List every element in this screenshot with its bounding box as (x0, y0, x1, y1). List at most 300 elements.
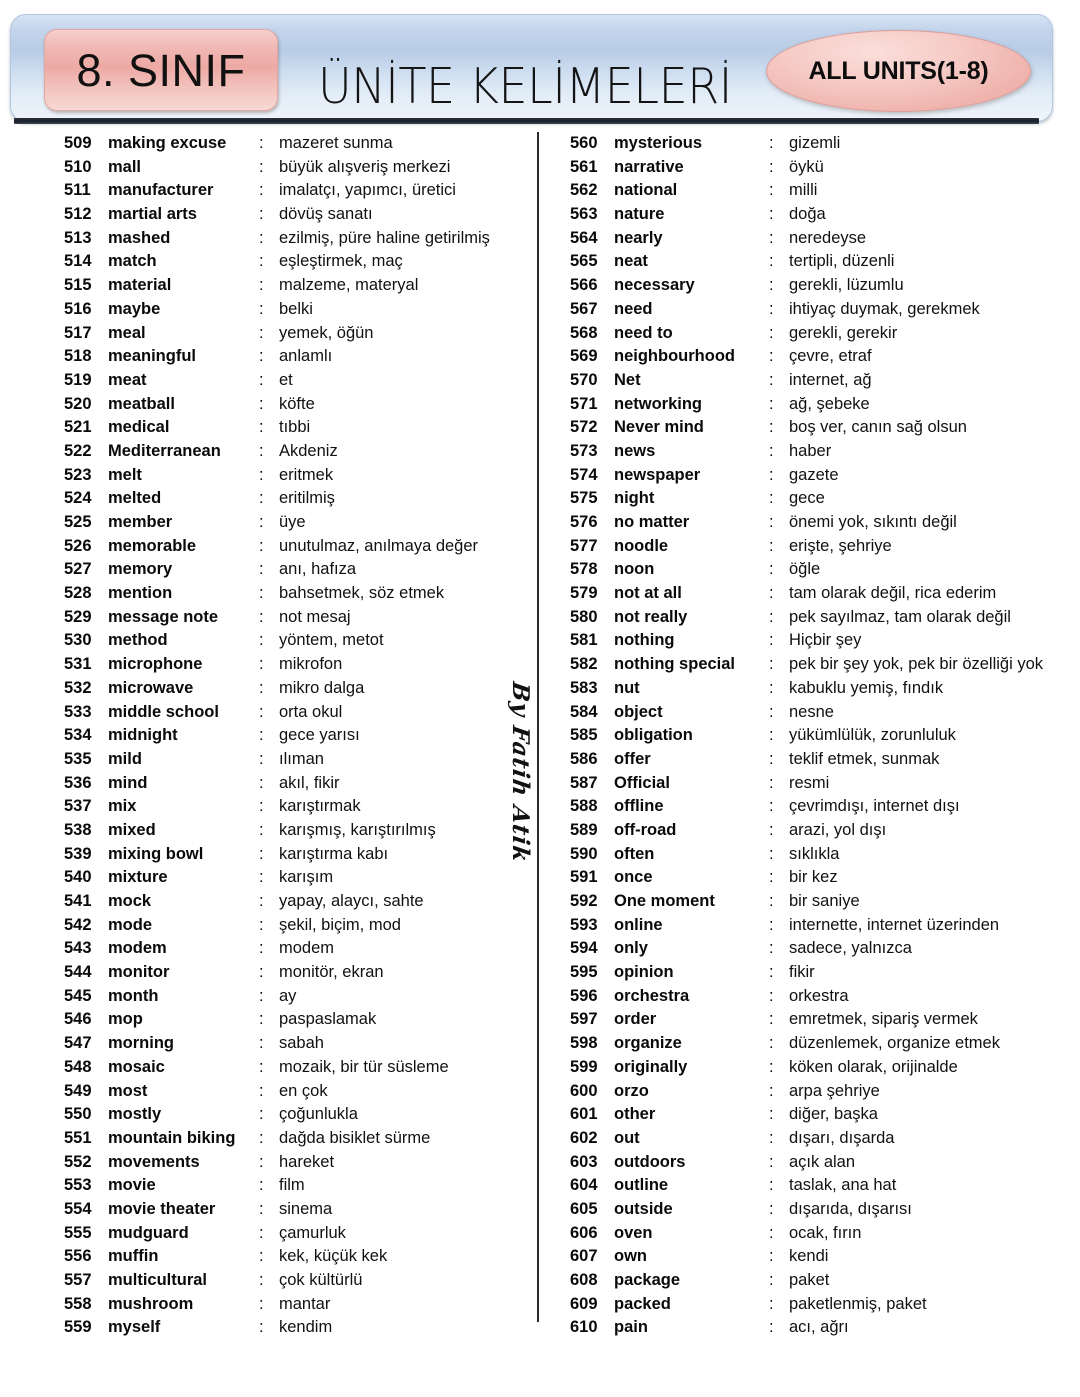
vocabulary-index: 606 (570, 1223, 598, 1242)
vocabulary-row (570, 1080, 1075, 1104)
vocabulary-separator: : (259, 276, 264, 295)
vocabulary-term: originally (614, 1057, 688, 1076)
vocabulary-row (64, 937, 534, 961)
vocabulary-row (570, 227, 1075, 251)
vocabulary-separator: : (769, 252, 774, 271)
vocabulary-meaning: ocak, fırın (789, 1223, 862, 1242)
vocabulary-term: monitor (108, 963, 170, 982)
vocabulary-row (570, 511, 1075, 535)
vocabulary-row (64, 724, 534, 748)
vocabulary-term: outside (614, 1199, 673, 1218)
vocabulary-separator: : (769, 1081, 774, 1100)
vocabulary-separator: : (259, 963, 264, 982)
vocabulary-row (570, 819, 1075, 843)
vocabulary-term: mall (108, 157, 142, 176)
vocabulary-separator: : (769, 465, 774, 484)
vocabulary-index: 564 (570, 228, 598, 247)
vocabulary-meaning: dövüş sanatı (279, 205, 373, 224)
vocabulary-row (570, 203, 1075, 227)
vocabulary-meaning: büyük alışveriş merkezi (279, 157, 451, 176)
vocabulary-index: 563 (570, 205, 598, 224)
vocabulary-term: Official (614, 773, 670, 792)
vocabulary-meaning: çevre, etraf (789, 347, 872, 366)
vocabulary-term: movie theater (108, 1199, 216, 1218)
vocabulary-separator: : (259, 1247, 264, 1266)
vocabulary-row (570, 322, 1075, 346)
vocabulary-term: nothing special (614, 655, 736, 674)
vocabulary-term: message note (108, 607, 219, 626)
vocabulary-separator: : (769, 1128, 774, 1147)
vocabulary-separator: : (259, 868, 264, 887)
vocabulary-row (570, 250, 1075, 274)
vocabulary-term: mind (108, 773, 148, 792)
vocabulary-term: night (614, 489, 655, 508)
vocabulary-row (570, 582, 1075, 606)
vocabulary-index: 593 (570, 915, 598, 934)
vocabulary-term: outdoors (614, 1152, 686, 1171)
vocabulary-separator: : (769, 1010, 774, 1029)
vocabulary-meaning: taslak, ana hat (789, 1176, 897, 1195)
vocabulary-term: nut (614, 678, 640, 697)
vocabulary-term: other (614, 1105, 656, 1124)
vocabulary-index: 578 (570, 560, 598, 579)
vocabulary-term: match (108, 252, 157, 271)
vocabulary-term: muffin (108, 1247, 159, 1266)
vocabulary-term: movie (108, 1176, 156, 1195)
vocabulary-column-left (64, 132, 534, 1340)
vocabulary-meaning: köfte (279, 394, 315, 413)
vocabulary-meaning: et (279, 370, 293, 389)
vocabulary-term: nature (614, 205, 665, 224)
vocabulary-term: mixing bowl (108, 844, 204, 863)
vocabulary-row (64, 701, 534, 725)
vocabulary-term: offer (614, 749, 651, 768)
vocabulary-index: 528 (64, 584, 92, 603)
vocabulary-meaning: çevrimdışı, internet dışı (789, 797, 960, 816)
vocabulary-term: martial arts (108, 205, 197, 224)
vocabulary-term: movements (108, 1152, 200, 1171)
vocabulary-separator: : (259, 513, 264, 531)
vocabulary-term: member (108, 513, 173, 531)
vocabulary-meaning: neredeyse (789, 228, 867, 247)
vocabulary-term: memory (108, 560, 173, 579)
vocabulary-term: manufacturer (108, 181, 214, 200)
vocabulary-meaning: erişte, şehriye (789, 536, 892, 555)
vocabulary-row (64, 606, 534, 630)
vocabulary-term: no matter (614, 513, 690, 531)
vocabulary-row (570, 416, 1075, 440)
vocabulary-index: 584 (570, 702, 598, 721)
vocabulary-index: 517 (64, 323, 92, 342)
vocabulary-index: 585 (570, 726, 598, 745)
vocabulary-term: packed (614, 1294, 671, 1313)
vocabulary-row (64, 748, 534, 772)
vocabulary-meaning: ay (279, 986, 297, 1005)
vocabulary-meaning: resmi (789, 773, 830, 792)
vocabulary-index: 580 (570, 607, 598, 626)
vocabulary-meaning: bir saniye (789, 892, 860, 910)
vocabulary-term: material (108, 276, 172, 295)
vocabulary-separator: : (769, 844, 774, 863)
vocabulary-separator: : (769, 441, 774, 460)
vocabulary-index: 562 (570, 181, 598, 200)
vocabulary-row (64, 393, 534, 417)
vocabulary-index: 565 (570, 252, 598, 271)
vocabulary-meaning: sıklıkla (789, 844, 840, 863)
vocabulary-row (570, 535, 1075, 559)
vocabulary-meaning: çok kültürlü (279, 1271, 363, 1289)
vocabulary-row (64, 1316, 534, 1340)
vocabulary-row (64, 1222, 534, 1246)
vocabulary-separator: : (259, 797, 264, 816)
vocabulary-meaning: internette, internet üzerinden (789, 915, 1000, 934)
vocabulary-row (64, 179, 534, 203)
vocabulary-index: 560 (570, 134, 598, 152)
vocabulary-term: mashed (108, 228, 171, 247)
vocabulary-separator: : (769, 963, 774, 982)
vocabulary-term: oven (614, 1223, 653, 1242)
units-badge-label: ALL UNITS(1-8) (808, 56, 989, 85)
vocabulary-row (64, 1174, 534, 1198)
vocabulary-meaning: çoğunlukla (279, 1105, 358, 1124)
vocabulary-term: mosaic (108, 1057, 165, 1076)
vocabulary-term: maybe (108, 299, 161, 318)
vocabulary-separator: : (769, 655, 774, 674)
vocabulary-index: 514 (64, 252, 92, 271)
vocabulary-meaning: Hiçbir şey (789, 631, 862, 650)
vocabulary-separator: : (259, 939, 264, 958)
vocabulary-row (570, 274, 1075, 298)
vocabulary-row (64, 1293, 534, 1317)
vocabulary-separator: : (259, 441, 264, 460)
vocabulary-row (570, 345, 1075, 369)
vocabulary-index: 595 (570, 963, 598, 982)
vocabulary-term: need (614, 299, 653, 318)
vocabulary-separator: : (769, 1271, 774, 1289)
vocabulary-term: noon (614, 560, 655, 579)
vocabulary-row (64, 535, 534, 559)
vocabulary-separator: : (259, 631, 264, 650)
vocabulary-meaning: yöntem, metot (279, 631, 384, 650)
vocabulary-term: not really (614, 607, 688, 626)
vocabulary-meaning: gizemli (789, 134, 841, 152)
vocabulary-separator: : (259, 205, 264, 224)
vocabulary-separator: : (769, 394, 774, 413)
vocabulary-index: 537 (64, 797, 92, 816)
vocabulary-row (570, 866, 1075, 890)
vocabulary-row (570, 748, 1075, 772)
vocabulary-separator: : (259, 560, 264, 579)
vocabulary-row (64, 416, 534, 440)
vocabulary-meaning: diğer, başka (789, 1105, 878, 1124)
vocabulary-meaning: kabuklu yemiş, fındık (789, 678, 944, 697)
vocabulary-meaning: fikir (789, 963, 815, 982)
vocabulary-row (64, 274, 534, 298)
vocabulary-row (64, 464, 534, 488)
vocabulary-meaning: arazi, yol dışı (789, 820, 887, 839)
vocabulary-index: 587 (570, 773, 598, 792)
vocabulary-meaning: paspaslamak (279, 1010, 377, 1029)
vocabulary-separator: : (769, 797, 774, 816)
vocabulary-index: 604 (570, 1176, 598, 1195)
grade-badge (44, 29, 278, 111)
vocabulary-meaning: düzenlemek, organize etmek (789, 1034, 1000, 1053)
vocabulary-row (570, 132, 1075, 156)
vocabulary-term: mudguard (108, 1223, 189, 1242)
vocabulary-index: 596 (570, 986, 598, 1005)
vocabulary-term: national (614, 181, 678, 200)
vocabulary-row (64, 440, 534, 464)
vocabulary-index: 522 (64, 441, 92, 460)
vocabulary-meaning: anlamlı (279, 347, 333, 366)
vocabulary-separator: : (769, 418, 774, 437)
vocabulary-term: orzo (614, 1081, 649, 1100)
vocabulary-separator: : (769, 323, 774, 342)
vocabulary-row (570, 1245, 1075, 1269)
vocabulary-separator: : (769, 205, 774, 224)
vocabulary-index: 601 (570, 1105, 598, 1124)
vocabulary-term: neat (614, 252, 648, 271)
vocabulary-index: 568 (570, 323, 598, 342)
vocabulary-separator: : (259, 1294, 264, 1313)
vocabulary-meaning: gerekli, lüzumlu (789, 276, 904, 295)
vocabulary-term: object (614, 702, 663, 721)
vocabulary-term: networking (614, 394, 703, 413)
vocabulary-row (570, 1293, 1075, 1317)
vocabulary-row (570, 1151, 1075, 1175)
vocabulary-term: news (614, 441, 656, 460)
vocabulary-meaning: en çok (279, 1081, 328, 1100)
vocabulary-meaning: yapay, alaycı, sahte (279, 892, 424, 910)
vocabulary-separator: : (769, 1247, 774, 1266)
vocabulary-index: 538 (64, 820, 92, 839)
vocabulary-separator: : (259, 607, 264, 626)
vocabulary-term: often (614, 844, 655, 863)
vocabulary-separator: : (259, 1010, 264, 1029)
vocabulary-meaning: teklif etmek, sunmak (789, 749, 940, 768)
vocabulary-separator: : (769, 513, 774, 531)
vocabulary-index: 540 (64, 868, 92, 887)
vocabulary-separator: : (769, 892, 774, 910)
vocabulary-meaning: bahsetmek, söz etmek (279, 584, 445, 603)
vocabulary-meaning: dışarıda, dışarısı (789, 1199, 912, 1218)
vocabulary-separator: : (769, 939, 774, 958)
vocabulary-row (64, 322, 534, 346)
vocabulary-separator: : (259, 1057, 264, 1076)
vocabulary-term: obligation (614, 726, 693, 745)
vocabulary-index: 554 (64, 1199, 92, 1218)
vocabulary-term: multicultural (108, 1271, 208, 1289)
vocabulary-index: 609 (570, 1294, 598, 1313)
vocabulary-index: 552 (64, 1152, 92, 1171)
vocabulary-separator: : (259, 370, 264, 389)
vocabulary-term: pain (614, 1318, 648, 1337)
vocabulary-separator: : (769, 607, 774, 626)
vocabulary-separator: : (769, 678, 774, 697)
vocabulary-term: microwave (108, 678, 194, 697)
vocabulary-term: offline (614, 797, 664, 816)
vocabulary-meaning: önemi yok, sıkıntı değil (789, 513, 957, 531)
vocabulary-separator: : (259, 678, 264, 697)
vocabulary-meaning: kendi (789, 1247, 829, 1266)
vocabulary-separator: : (259, 394, 264, 413)
vocabulary-meaning: Akdeniz (279, 441, 338, 460)
vocabulary-row (64, 132, 534, 156)
vocabulary-index: 534 (64, 726, 92, 745)
vocabulary-meaning: pek bir şey yok, pek bir özelliği yok (789, 655, 1044, 674)
vocabulary-row (570, 1103, 1075, 1127)
vocabulary-separator: : (769, 181, 774, 200)
vocabulary-row (64, 582, 534, 606)
vocabulary-term: melt (108, 465, 142, 484)
vocabulary-meaning: karışmış, karıştırılmış (279, 820, 436, 839)
vocabulary-index: 597 (570, 1010, 598, 1029)
vocabulary-index: 550 (64, 1105, 92, 1124)
vocabulary-row (64, 819, 534, 843)
vocabulary-meaning: yükümlülük, zorunluluk (789, 726, 956, 745)
vocabulary-index: 536 (64, 773, 92, 792)
vocabulary-index: 594 (570, 939, 598, 958)
vocabulary-meaning: mozaik, bir tür süsleme (279, 1057, 449, 1076)
vocabulary-row (64, 1008, 534, 1032)
vocabulary-row (64, 1245, 534, 1269)
vocabulary-separator: : (259, 1176, 264, 1195)
vocabulary-index: 588 (570, 797, 598, 816)
vocabulary-index: 607 (570, 1247, 598, 1266)
vocabulary-index: 561 (570, 157, 598, 176)
vocabulary-meaning: ezilmiş, püre haline getirilmiş (279, 228, 490, 247)
vocabulary-meaning: karıştırma kabı (279, 844, 389, 863)
vocabulary-meaning: nesne (789, 702, 834, 721)
vocabulary-separator: : (259, 892, 264, 910)
vocabulary-separator: : (259, 134, 264, 152)
vocabulary-row (570, 440, 1075, 464)
vocabulary-index: 586 (570, 749, 598, 768)
vocabulary-column-right (570, 132, 1075, 1340)
vocabulary-row (570, 156, 1075, 180)
vocabulary-index: 592 (570, 892, 598, 910)
vocabulary-index: 547 (64, 1034, 92, 1053)
vocabulary-meaning: üye (279, 513, 306, 531)
vocabulary-separator: : (769, 536, 774, 555)
vocabulary-term: month (108, 986, 159, 1005)
vocabulary-index: 599 (570, 1057, 598, 1076)
vocabulary-index: 521 (64, 418, 92, 437)
vocabulary-separator: : (259, 820, 264, 839)
vocabulary-row (570, 772, 1075, 796)
vocabulary-meaning: gazete (789, 465, 839, 484)
vocabulary-meaning: öğle (789, 560, 821, 579)
vocabulary-row (64, 985, 534, 1009)
vocabulary-index: 575 (570, 489, 598, 508)
vocabulary-term: own (614, 1247, 647, 1266)
vocabulary-term: orchestra (614, 986, 690, 1005)
vocabulary-term: most (108, 1081, 148, 1100)
vocabulary-meaning: gece yarısı (279, 726, 360, 745)
vocabulary-separator: : (769, 489, 774, 508)
vocabulary-term: Mediterranean (108, 441, 221, 460)
vocabulary-meaning: emretmek, sipariş vermek (789, 1010, 978, 1029)
vocabulary-term: midnight (108, 726, 178, 745)
vocabulary-meaning: paketlenmiş, paket (789, 1294, 927, 1313)
vocabulary-index: 530 (64, 631, 92, 650)
vocabulary-row (570, 795, 1075, 819)
vocabulary-separator: : (259, 986, 264, 1005)
vocabulary-meaning: ağ, şebeke (789, 394, 870, 413)
vocabulary-row (64, 250, 534, 274)
vocabulary-index: 512 (64, 205, 92, 224)
vocabulary-separator: : (769, 157, 774, 176)
vocabulary-meaning: imalatçı, yapımcı, üretici (279, 181, 456, 200)
vocabulary-row (64, 1151, 534, 1175)
vocabulary-term: mention (108, 584, 173, 603)
vocabulary-index: 544 (64, 963, 92, 982)
vocabulary-meaning: tıbbi (279, 418, 311, 437)
vocabulary-index: 511 (64, 181, 91, 200)
vocabulary-separator: : (769, 986, 774, 1005)
vocabulary-term: mild (108, 749, 142, 768)
vocabulary-separator: : (259, 418, 264, 437)
vocabulary-separator: : (259, 1034, 264, 1053)
vocabulary-term: mixed (108, 820, 156, 839)
vocabulary-term: myself (108, 1318, 161, 1337)
vocabulary-term: medical (108, 418, 170, 437)
vocabulary-index: 520 (64, 394, 92, 413)
vocabulary-separator: : (769, 868, 774, 887)
vocabulary-row (64, 843, 534, 867)
vocabulary-row (64, 1127, 534, 1151)
vocabulary-term: nothing (614, 631, 675, 650)
vocabulary-meaning: şekil, biçim, mod (279, 915, 401, 934)
vocabulary-row (570, 179, 1075, 203)
vocabulary-row (570, 890, 1075, 914)
vocabulary-term: mock (108, 892, 152, 910)
vocabulary-row (64, 795, 534, 819)
vocabulary-index: 569 (570, 347, 598, 366)
vocabulary-row (570, 1174, 1075, 1198)
vocabulary-meaning: açık alan (789, 1152, 856, 1171)
vocabulary-row (64, 298, 534, 322)
vocabulary-term: necessary (614, 276, 695, 295)
vocabulary-separator: : (259, 1318, 264, 1337)
vocabulary-index: 526 (64, 536, 92, 555)
vocabulary-row (64, 1032, 534, 1056)
vocabulary-index: 539 (64, 844, 92, 863)
vocabulary-meaning: ihtiyaç duymak, gerekmek (789, 299, 980, 318)
vocabulary-meaning: çamurluk (279, 1223, 346, 1242)
vocabulary-index: 571 (570, 394, 598, 413)
vocabulary-meaning: pek sayılmaz, tam olarak değil (789, 607, 1011, 626)
vocabulary-index: 543 (64, 939, 92, 958)
vocabulary-row (64, 677, 534, 701)
vocabulary-term: mysterious (614, 134, 703, 152)
vocabulary-term: neighbourhood (614, 347, 735, 366)
vocabulary-row (570, 1056, 1075, 1080)
vocabulary-index: 553 (64, 1176, 92, 1195)
vocabulary-term: Never mind (614, 418, 704, 437)
vocabulary-term: mushroom (108, 1294, 194, 1313)
vocabulary-row (570, 985, 1075, 1009)
vocabulary-term: out (614, 1128, 640, 1147)
vocabulary-separator: : (769, 370, 774, 389)
vocabulary-row (64, 629, 534, 653)
vocabulary-index: 590 (570, 844, 598, 863)
vocabulary-term: morning (108, 1034, 174, 1053)
vocabulary-separator: : (259, 489, 264, 508)
author-signature-watermark: By Fatih Atik (507, 680, 534, 865)
vocabulary-row (570, 393, 1075, 417)
vocabulary-separator: : (769, 773, 774, 792)
